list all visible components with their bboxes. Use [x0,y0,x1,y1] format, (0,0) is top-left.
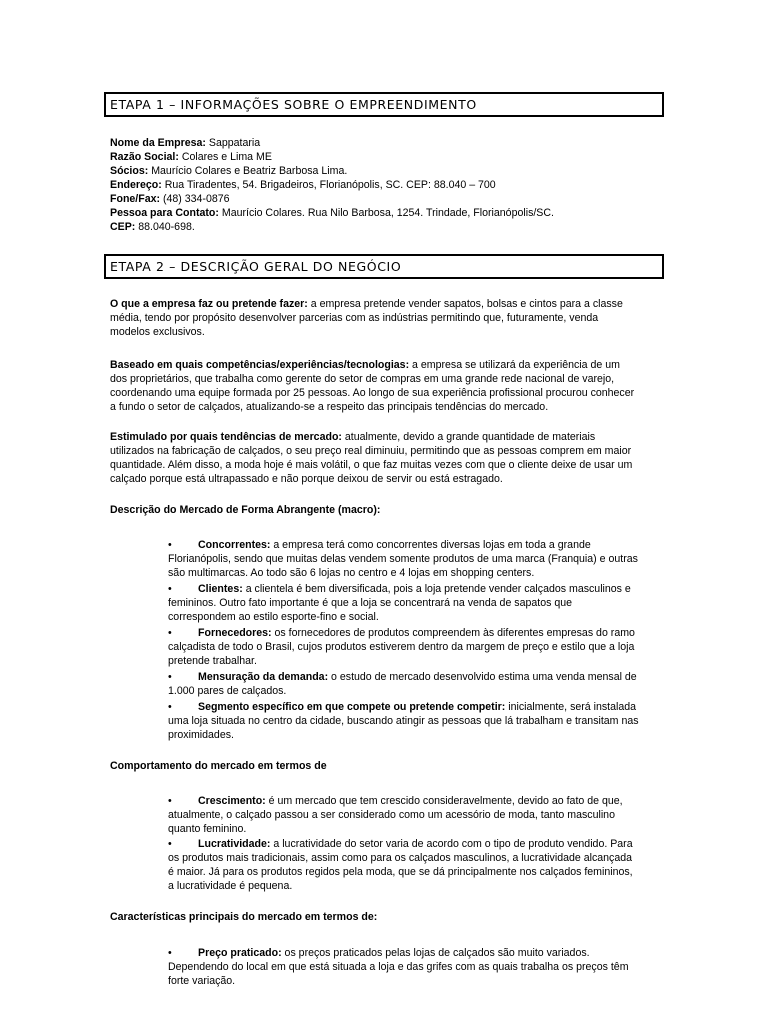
bullet-lucratividade: • Lucratividade: a lucratividade do setor varia de acordo com o tipo de produto vendido. Para os produtos mais tradicionais, assim como para os calçados masculinos, a lucratividade alcançada é maior. Já para os produtos regidos pela moda, que se dá principalmente nos calçados femininos, a lucratividade é pequena. [168,838,633,892]
paragraph-tendencias: Estimulado por quais tendências de mercado: atualmente, devido a grande quantidade de materiais utilizados na fabricação de calçados, o seu preço real diminuiu, permitindo que as pessoas comprem em maior quantidade. Além disso, a moda hoje é mais volátil, o que faz muitas vezes com que o cliente deixe de usar um calçado porque está ultrapassado e não porque deixou de servir ou está estragado. [110,431,633,485]
bullet-segmento-especifico: • Segmento específico em que compete ou pretende competir: inicialmente, será instalada uma loja situada no centro da cidade, buscando atingir as pessoas que lá trabalham e transitam nas proximidades. [168,701,639,741]
etapa2-title: ETAPA 2 – DESCRIÇÃO GERAL DO NEGÓCIO [110,259,402,274]
bullet-mensuracao-demanda: • Mensuração da demanda: o estudo de mercado desenvolvido estima uma venda mensal de 1.000 pares de calçados. [168,671,637,697]
field-razao-social: Razão Social: Colares e Lima ME [110,151,272,163]
caracteristicas-heading: Características principais do mercado em termos de: [110,911,378,923]
bullet-concorrentes: • Concorrentes: a empresa terá como concorrentes diversas lojas em toda a grande Florianópolis, sendo que muitas delas vendem somente produtos de uma marca (Franquia) e outras são multimarcas. Ao todo são 6 lojas no centro e 4 lojas em shopping centers. [168,539,638,579]
bullet-icon: • [168,671,172,683]
bullet-icon: • [168,627,172,639]
field-endereco: Endereço: Rua Tiradentes, 54. Brigadeiros, Florianópolis, SC. CEP: 88.040 – 700 [110,179,496,191]
bullet-fornecedores: • Fornecedores: os fornecedores de produtos compreendem às diferentes empresas do ramo calçadista de todo o Brasil, cujos produtos estiverem dentro da margem de preço e estilo que a loja pretende trabalhar. [168,627,635,667]
bullet-icon: • [168,795,172,807]
paragraph-o-que-faz: O que a empresa faz ou pretende fazer: a empresa pretende vender sapatos, bolsas e cintos para a classe média, tendo por propósito desenvolver parcerias com as indústrias permitindo que, futuramente, venda modelos exclusivos. [110,298,623,338]
bullet-icon: • [168,583,172,595]
comportamento-heading: Comportamento do mercado em termos de [110,760,327,772]
bullet-icon: • [168,838,172,850]
field-socios: Sócios: Maurício Colares e Beatriz Barbosa Lima. [110,165,348,177]
bullet-crescimento: • Crescimento: é um mercado que tem crescido consideravelmente, devido ao fato de que, atualmente, o calçado passou a ser considerado como um acessório de moda, tanto masculino quanto feminino. [168,795,623,835]
field-fone-fax: Fone/Fax: (48) 334-0876 [110,193,230,205]
paragraph-competencias: Baseado em quais competências/experiências/tecnologias: a empresa se utilizará da experiência de um dos proprietários, que trabalha como gerente do setor de compras em uma grande rede nacional de varejo, coordenando uma equipe formada por 25 pessoas. Ao longo de sua experiência profissional procurou conhecer a fundo o setor de calçados, atualizando-se a respeito das principais tendências do mercado. [110,359,635,413]
field-cep: CEP: 88.040-698. [110,221,195,233]
etapa1-heading-box [104,92,664,117]
bullet-icon: • [168,701,172,713]
company-info-block [110,136,658,234]
macro-heading: Descrição do Mercado de Forma Abrangente (macro): [110,504,381,516]
bullet-preco-praticado: • Preço praticado: os preços praticados pelas lojas de calçados são muito variados. Dependendo do local em que está situada a loja e das grifes com as quais trabalha os preços têm forte variação. [168,947,629,987]
bullet-icon: • [168,539,172,551]
field-nome-empresa: Nome da Empresa: Sappataria [110,137,261,149]
etapa1-title: ETAPA 1 – INFORMAÇÕES SOBRE O EMPREENDIMENTO [110,97,477,112]
bullet-clientes: • Clientes: a clientela é bem diversificada, pois a loja pretende vender calçados masculinos e femininos. Outro fato importante é que a loja se concentrará na venda de sapatos que correspondem ao estilo esporte-fino e social. [168,583,631,623]
bullet-icon: • [168,947,172,959]
field-pessoa-contato: Pessoa para Contato: Maurício Colares. Rua Nilo Barbosa, 1254. Trindade, Florianópolis/SC. [110,207,554,219]
etapa2-heading-box [104,254,664,279]
